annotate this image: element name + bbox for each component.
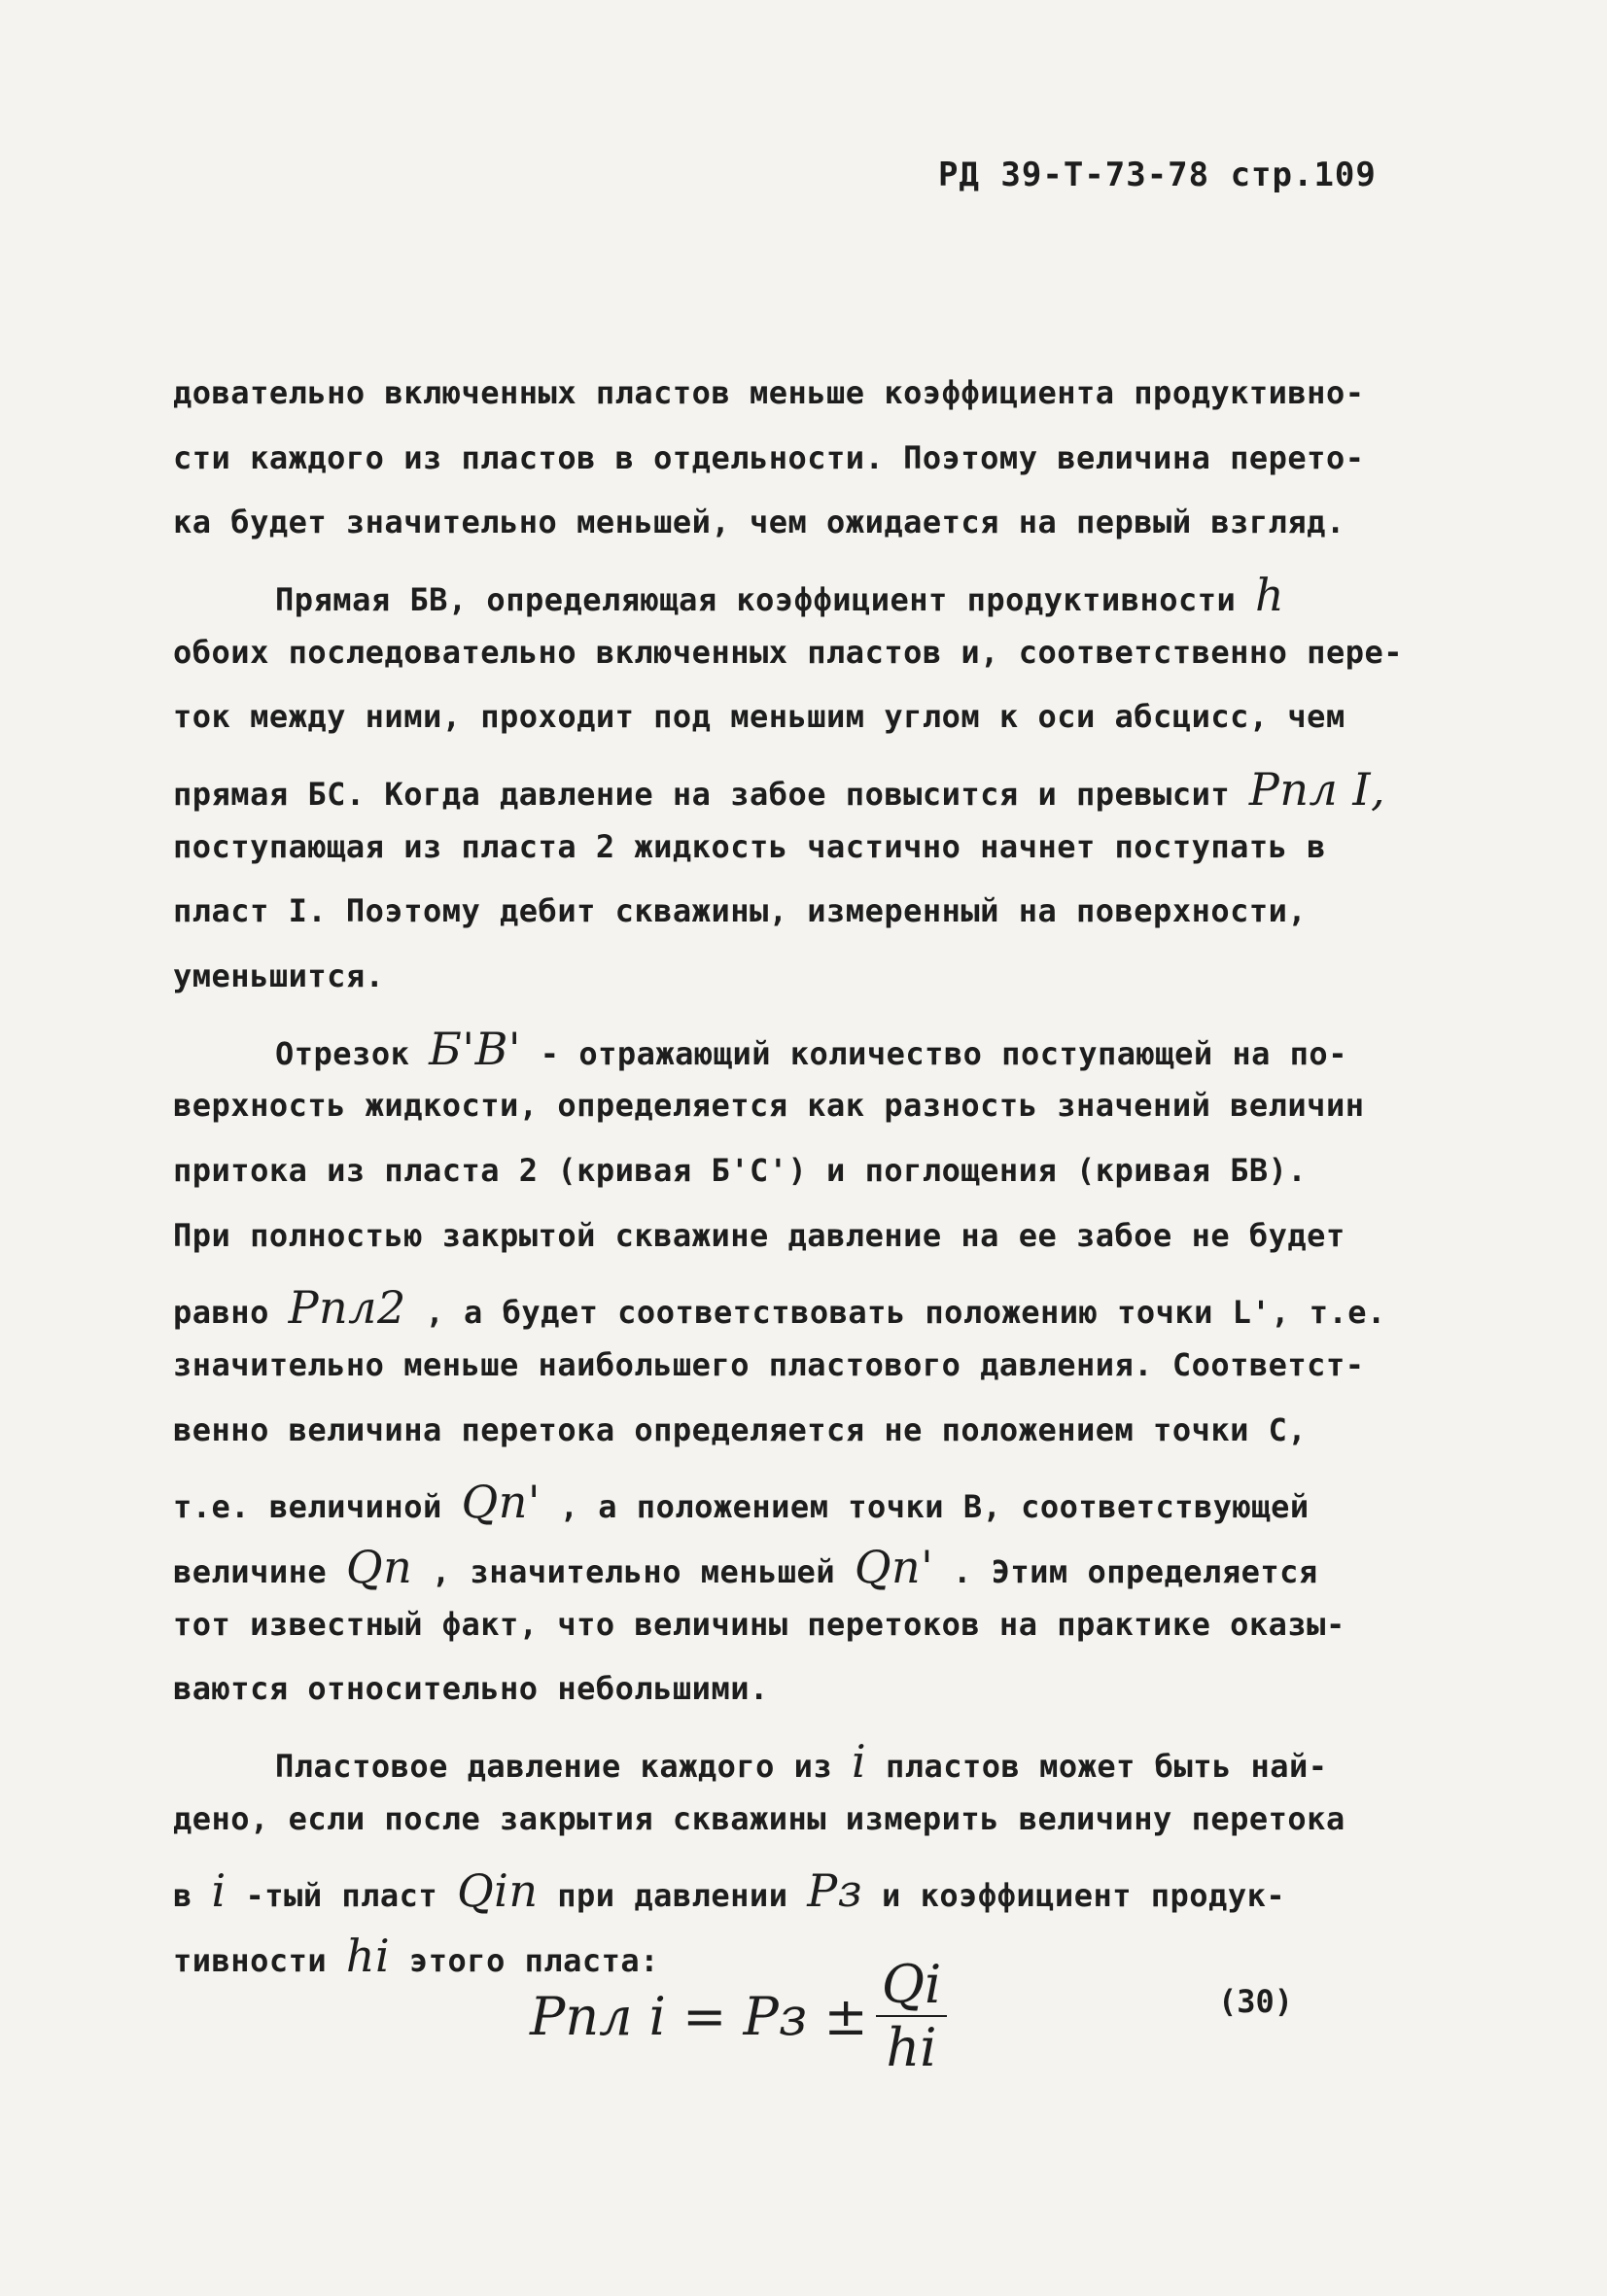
handwritten-symbol: Pпл2 [288,1281,406,1334]
formula-fraction [876,1954,948,2078]
equation-number: (30) [1218,1983,1294,2020]
formula-lhs: Pпл i = Pз ± [530,1985,868,2047]
text-line: т.е. величиной Qп' , а положением точки В, соответствующей [173,1476,1310,1528]
text-line: прямая БС. Когда давление на забое повысится и превысит Pпл I, [173,763,1386,816]
text-line: При полностью закрытой скважине давление на ее забое не будет [173,1217,1345,1254]
handwritten-symbol: i [211,1864,227,1917]
handwritten-symbol: Pз [807,1864,863,1917]
handwritten-symbol: Qп' [854,1541,934,1593]
text-line: притока из пласта 2 (кривая Б'С') и поглощения (кривая БВ). [173,1152,1308,1189]
formula-denominator: hi [886,2017,937,2078]
text-line: сти каждого из пластов в отдельности. Поэтому величина перето- [173,439,1365,476]
text-line: Отрезок Б'В' - отражающий количество поступающей на по- [275,1023,1347,1075]
page-header: РД 39-Т-73-78 стр.109 [938,156,1377,194]
text-line: уменьшится. [173,957,385,994]
text-line: довательно включенных пластов меньше коэффициента продуктивно- [173,374,1365,411]
handwritten-symbol: i [851,1735,867,1788]
text-line: обоих последовательно включенных пластов и, соответственно пере- [173,634,1403,671]
handwritten-symbol: Qп [345,1541,413,1593]
handwritten-symbol: h [1255,569,1285,621]
formula-numerator: Qi [876,1954,948,2017]
handwritten-symbol: hi [345,1930,391,1982]
text-line: ваются относительно небольшими. [173,1670,769,1707]
handwritten-symbol: Qп' [461,1476,541,1528]
text-line: тивности hi этого пласта: [173,1930,659,1982]
text-line: Пластовое давление каждого из i пластов может быть най- [275,1735,1328,1788]
text-line: величине Qп , значительно меньшей Qп' . Этим определяется [173,1541,1318,1593]
text-line: ток между ними, проходит под меньшим углом к оси абсцисс, чем [173,698,1345,735]
formula-30 [530,1954,947,2078]
text-line: Прямая БВ, определяющая коэффициент продуктивности h [275,569,1285,621]
handwritten-symbol: Pпл I, [1248,763,1386,816]
text-line: в i -тый пласт Qiп при давлении Pз и коэффициент продук- [173,1864,1286,1917]
text-line: равно Pпл2 , а будет соответствовать положению точки L', т.е. [173,1281,1386,1334]
handwritten-symbol: Qiп [456,1864,539,1917]
text-line: дено, если после закрытия скважины измерить величину перетока [173,1800,1345,1837]
handwritten-symbol: Б'В' [429,1023,522,1075]
text-line: пласт I. Поэтому дебит скважины, измеренный на поверхности, [173,892,1308,929]
text-line: тот известный факт, что величины перетоков на практике оказы- [173,1606,1345,1643]
text-line: верхность жидкости, определяется как разность значений величин [173,1087,1365,1124]
text-line: значительно меньше наибольшего пластового давления. Соответст- [173,1346,1365,1383]
text-line: поступающая из пласта 2 жидкость частично начнет поступать в [173,828,1326,865]
text-line: венно величина перетока определяется не положением точки С, [173,1411,1308,1448]
text-line: ка будет значительно меньшей, чем ожидается на первый взгляд. [173,504,1345,540]
